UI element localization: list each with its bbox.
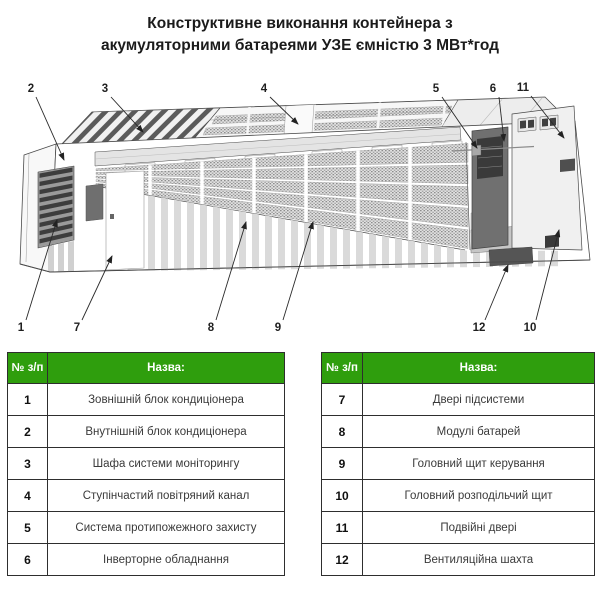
part-name-cell: Двері підсистеми xyxy=(363,384,595,416)
corrugation-stripe xyxy=(200,204,207,270)
corrugation-stripe xyxy=(434,245,441,268)
container-diagram xyxy=(0,62,600,345)
part-number-cell: 2 xyxy=(8,416,48,448)
callout-label: 12 xyxy=(472,322,486,334)
table-header-row xyxy=(8,353,285,384)
part-name-cell: Інверторне обладнання xyxy=(48,544,285,576)
corrugation-stripe xyxy=(174,200,181,271)
corrugation-stripe xyxy=(213,206,220,270)
air-channel xyxy=(284,104,314,135)
part-name-cell: Зовнішній блок кондиціонера xyxy=(48,384,285,416)
parts-table-right xyxy=(321,352,595,576)
corrugation-stripe xyxy=(473,251,480,267)
corrugation-stripe xyxy=(447,247,454,268)
corrugation-stripe xyxy=(252,213,259,269)
table-row xyxy=(322,416,595,448)
table-row xyxy=(8,480,285,512)
table-row xyxy=(322,480,595,512)
ventilation-shaft xyxy=(489,247,533,266)
corrugation-stripe xyxy=(382,236,389,269)
corrugation-stripe xyxy=(538,251,545,267)
subsystem-door xyxy=(106,171,144,270)
part-number-cell: 6 xyxy=(8,544,48,576)
corrugation-stripe xyxy=(187,202,194,271)
part-name-cell: Шафа системи моніторингу xyxy=(48,448,285,480)
part-number-cell: 8 xyxy=(322,416,363,448)
table-row xyxy=(8,512,285,544)
corrugation-stripe xyxy=(369,233,376,268)
part-number-cell: 9 xyxy=(322,448,363,480)
callout-label: 5 xyxy=(432,83,440,95)
corrugation-stripe xyxy=(278,218,285,270)
callout-label: 3 xyxy=(101,83,109,95)
part-number-cell: 12 xyxy=(322,544,363,576)
part-number-cell: 5 xyxy=(8,512,48,544)
col-header-name: Назва: xyxy=(48,353,285,384)
callout-label: 4 xyxy=(260,83,268,95)
end-wall-vent xyxy=(560,159,575,173)
corrugation-stripe xyxy=(395,238,402,268)
corrugation-stripe xyxy=(161,197,168,270)
callout-line xyxy=(485,265,508,320)
table-row xyxy=(8,384,285,416)
callout-label: 8 xyxy=(207,322,215,334)
part-number-cell: 4 xyxy=(8,480,48,512)
callout-label: 1 xyxy=(17,322,25,334)
part-number-cell: 3 xyxy=(8,448,48,480)
corrugation-stripe xyxy=(265,215,272,269)
corrugation-stripe xyxy=(58,243,64,272)
col-header-num: № з/п xyxy=(8,353,48,384)
col-header-name: Назва: xyxy=(363,353,595,384)
part-name-cell: Внутнішній блок кондиціонера xyxy=(48,416,285,448)
part-number-cell: 10 xyxy=(322,480,363,512)
callout-12 xyxy=(473,265,508,334)
corrugation-stripe xyxy=(343,229,350,269)
title-line-1: Конструктивне виконання контейнера з xyxy=(147,15,453,32)
corrugation-stripe xyxy=(317,224,324,269)
door-handle xyxy=(110,214,114,219)
callout-label: 11 xyxy=(516,82,530,94)
col-header-num: № з/п xyxy=(322,353,363,384)
page-title xyxy=(0,13,600,58)
internal-ac-block xyxy=(86,184,103,221)
corrugation-stripe xyxy=(291,220,298,269)
part-number-cell: 7 xyxy=(322,384,363,416)
corrugation-stripe xyxy=(226,209,233,270)
corrugation-stripe xyxy=(48,245,54,272)
table-row xyxy=(322,448,595,480)
table-row xyxy=(8,448,285,480)
table-header-row xyxy=(322,353,595,384)
door-vent-slot xyxy=(542,118,548,126)
part-name-cell: Система протипожежного захисту xyxy=(48,512,285,544)
callout-label: 10 xyxy=(523,322,537,334)
part-name-cell: Подвійні двері xyxy=(363,512,595,544)
parts-table-left xyxy=(7,352,285,576)
callout-label: 9 xyxy=(274,322,282,334)
corrugation-stripe xyxy=(356,231,363,268)
table-row xyxy=(8,416,285,448)
inverter-vent-panel xyxy=(477,136,503,179)
part-name-cell: Модулі батарей xyxy=(363,416,595,448)
part-name-cell: Головний розподільчий щит xyxy=(363,480,595,512)
table-row xyxy=(322,384,595,416)
corrugation-stripe xyxy=(304,222,311,269)
callout-label: 2 xyxy=(27,83,35,95)
door-vent-slot xyxy=(520,120,526,128)
part-number-cell: 11 xyxy=(322,512,363,544)
part-number-cell: 1 xyxy=(8,384,48,416)
part-name-cell: Ступінчастий повітряний канал xyxy=(48,480,285,512)
corrugation-stripe xyxy=(148,195,155,271)
part-name-cell: Вентиляційна шахта xyxy=(363,544,595,576)
callout-label: 6 xyxy=(489,83,497,95)
table-row xyxy=(322,544,595,576)
part-name-cell: Головний щит керування xyxy=(363,448,595,480)
title-line-2: акумуляторними батареями УЗЕ ємністю 3 МВт*год xyxy=(101,37,499,55)
corrugation-stripe xyxy=(460,249,467,267)
corrugation-stripe xyxy=(68,241,74,272)
callout-label: 7 xyxy=(73,322,81,334)
door-vent-slot xyxy=(528,120,534,128)
table-row xyxy=(322,512,595,544)
table-row xyxy=(8,544,285,576)
corrugation-stripe xyxy=(330,227,337,269)
